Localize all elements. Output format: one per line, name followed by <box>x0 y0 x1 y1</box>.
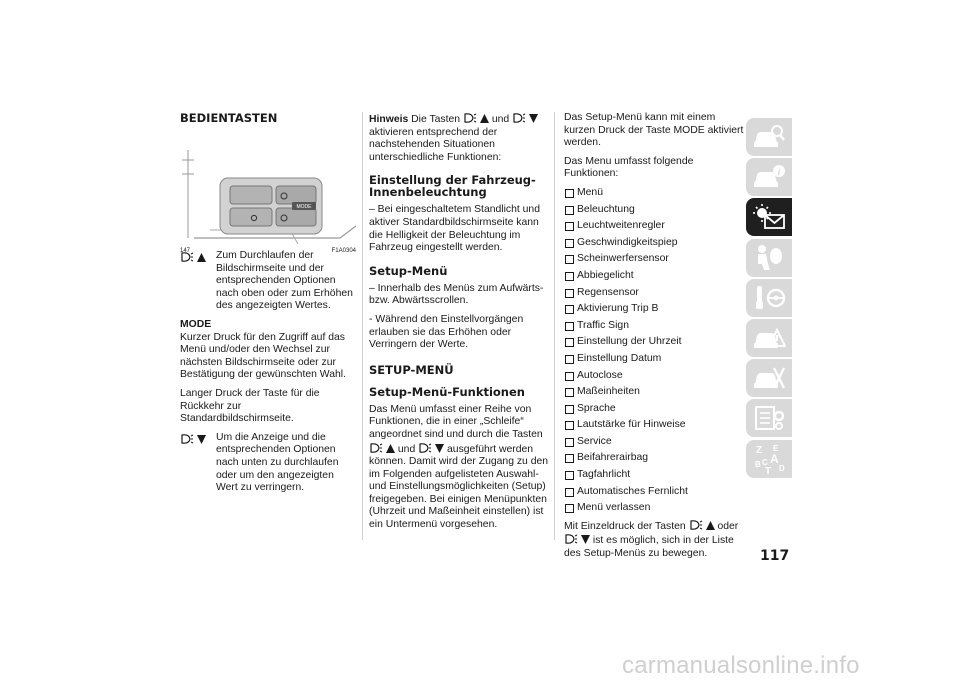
heading-setup-menu-funktionen: Setup-Menü-Funktionen <box>369 384 525 399</box>
setup-list-item-label: Beleuchtung <box>577 203 635 215</box>
svg-text:i: i <box>777 167 781 178</box>
interior-light-icon <box>369 442 383 454</box>
mode-button-label: MODE <box>296 204 312 210</box>
setup-list-item-label: Lautstärke für Hinweise <box>577 419 686 431</box>
arrow-down-icon <box>529 114 538 123</box>
alpha-letter: C <box>762 457 768 467</box>
column-1 <box>180 112 356 501</box>
mode-short-press: Kurzer Druck für den Zugriff auf das Menü und/oder den Wechsel zur nächsten Bildschirmseite oder zur Bestätigung der gewünschten Wahl. <box>180 331 346 381</box>
setup-list-item <box>564 220 746 233</box>
setup-list-item <box>564 502 746 515</box>
setup-intro: Das Setup-Menü kann mit einem kurzen Druck der Taste MODE aktiviert werden. <box>564 112 744 149</box>
setup-list-item-label: Automatisches Fernlicht <box>577 485 688 497</box>
car-warning-icon <box>752 324 786 352</box>
setup-list-item-label: Menü <box>577 186 603 198</box>
setup-list-item-label: Beifahrerairbag <box>577 452 649 464</box>
paragraph-funktionen <box>369 404 549 532</box>
setup-list-item-label: Leuchtweitenregler <box>577 220 665 232</box>
setup-list-item <box>564 370 746 383</box>
funktionen-und: und <box>397 443 416 455</box>
setup-list-item-label: Autoclose <box>577 369 623 381</box>
checkbox-icon <box>565 488 574 497</box>
column-3 <box>564 112 746 567</box>
alpha-letter: A <box>770 451 779 466</box>
chapter-tab-sidebar <box>746 118 792 480</box>
checkbox-icon <box>565 454 574 463</box>
setup-list-item <box>564 237 746 250</box>
checkbox-icon <box>565 355 574 364</box>
up-button-description <box>180 250 356 313</box>
alpha-letter: D <box>779 463 785 473</box>
mode-label: MODE <box>180 318 212 330</box>
alpha-letter: E <box>773 443 779 453</box>
heading-setup-menu: Setup-Menü <box>369 263 448 278</box>
alpha-letter: T <box>765 465 772 475</box>
setup-list-item <box>564 403 746 416</box>
setup-list-item <box>564 204 746 217</box>
checklist-gears-icon <box>752 404 786 432</box>
tab-car-warning[interactable] <box>746 319 792 357</box>
interior-light-icon <box>689 519 703 531</box>
checkbox-icon <box>565 338 574 347</box>
tab-car-search[interactable] <box>746 118 792 156</box>
heading-setup-menu-caps: SETUP-MENÜ <box>369 362 454 377</box>
arrow-down-icon <box>581 535 590 544</box>
checkbox-icon <box>565 405 574 414</box>
figure-number: 147 <box>180 248 191 254</box>
figure-caption <box>180 245 356 258</box>
up-symbol <box>180 250 216 313</box>
person-airbag-icon <box>752 244 786 272</box>
checkbox-icon <box>565 322 574 331</box>
alpha-letter: Z <box>756 444 763 456</box>
checkbox-icon <box>565 289 574 298</box>
setup-list-item <box>564 270 746 283</box>
control-panel-illustration <box>180 130 356 244</box>
setup-function-list <box>564 187 746 515</box>
hinweis-paragraph <box>369 112 549 164</box>
setup-list-item-label: Tagfahrlicht <box>577 469 631 481</box>
setup-list-item-label: Geschwindigkeitspiep <box>577 236 678 248</box>
tab-alphabet-index[interactable] <box>746 440 792 478</box>
hinweis-text-b: aktivieren entsprechend der nachstehenden Situationen unterschiedliche Funktionen: <box>369 126 502 163</box>
final-paragraph <box>564 519 746 561</box>
interior-light-icon <box>564 533 578 545</box>
tab-car-tools[interactable] <box>746 359 792 397</box>
setup-list-item-label: Menü verlassen <box>577 502 651 514</box>
setup-list-item-label: Traffic Sign <box>577 319 629 331</box>
down-desc: Um die Anzeige und die entsprechenden Optionen nach unten zu durchlaufen oder um den angezeigten Wert zu verringern. <box>216 431 339 494</box>
car-search-icon <box>752 123 786 151</box>
car-tools-icon <box>752 364 786 392</box>
setup-list-item <box>564 386 746 399</box>
setup-list-item <box>564 320 746 333</box>
arrow-up-icon <box>706 521 715 530</box>
arrow-up-icon <box>386 444 395 453</box>
interior-light-icon <box>180 433 194 445</box>
checkbox-icon <box>565 471 574 480</box>
setup-list-item <box>564 436 746 449</box>
final-text-a: Mit Einzeldruck der Tasten <box>564 520 686 532</box>
car-info-icon <box>752 163 786 191</box>
funktionen-text-b: ausgeführt werden können. Damit wird der Zugang zu den im Folgenden aufgelisteten Auswahl- und Einstellungsmöglichkeiten (Setup) freigegeben. Bei einigen Menüpunkten (Uhrzeit und Maßeinheit einstellen) ist ein Untermenü vorgesehen. <box>369 443 549 531</box>
interior-light-icon <box>418 442 432 454</box>
setup-list-item-label: Sprache <box>577 402 616 414</box>
column-divider <box>554 112 555 540</box>
checkbox-icon <box>565 438 574 447</box>
setup-list-item <box>564 336 746 349</box>
light-envelope-icon <box>752 203 786 231</box>
setup-list-item <box>564 287 746 300</box>
setup-list-item <box>564 419 746 432</box>
setup-list-item <box>564 303 746 316</box>
down-button-description <box>180 432 356 495</box>
checkbox-icon <box>565 305 574 314</box>
setup-list-item-label: Einstellung der Uhrzeit <box>577 336 682 348</box>
setup-list-item <box>564 187 746 200</box>
page-number: 117 <box>760 548 790 564</box>
checkbox-icon <box>565 206 574 215</box>
setup-list-item-label: Aktivierung Trip B <box>577 303 659 315</box>
section-heading-bedientasten: BEDIENTASTEN <box>180 111 278 125</box>
setup-list-item-label: Abbiegelicht <box>577 269 634 281</box>
checkbox-icon <box>565 272 574 281</box>
tab-person-airbag[interactable] <box>746 239 792 277</box>
arrow-down-icon <box>435 444 444 453</box>
checkbox-icon <box>565 372 574 381</box>
mode-long-press: Langer Druck der Taste für die Rückkehr zur Standardbildschirmseite. <box>180 387 320 425</box>
checkbox-icon <box>565 239 574 248</box>
setup-list-item-label: Service <box>577 435 612 447</box>
final-text-b: ist es möglich, sich in der Liste des Setup-Menüs zu bewegen. <box>564 535 734 560</box>
down-symbol <box>180 432 216 495</box>
up-desc: Zum Durchlaufen der Bildschirmseite und der entsprechenden Optionen nach oben oder zum Erhöhen des angezeigten Wertes. <box>216 250 353 312</box>
tab-car-info[interactable] <box>746 158 792 196</box>
figure-147 <box>180 130 356 254</box>
setup-list-item-label: Regensensor <box>577 286 639 298</box>
setup-list-item <box>564 452 746 465</box>
tab-light-envelope[interactable] <box>746 198 792 236</box>
alphabet-index-icon <box>752 443 786 475</box>
setup-list-item <box>564 486 746 499</box>
hinweis-text-a: Die Tasten <box>411 114 461 125</box>
setup-functions-lead: Das Menu umfasst folgende Funktionen: <box>564 155 694 180</box>
key-steering-icon <box>752 284 786 312</box>
hinweis-label: Hinweis <box>369 114 409 125</box>
arrow-down-icon <box>197 435 206 444</box>
watermark-text: carmanualsonline.info <box>622 652 860 679</box>
heading-fahrzeug-innenbeleuchtung: Einstellung der Fahrzeug-Innenbeleuchtung <box>369 173 536 200</box>
checkbox-icon <box>565 421 574 430</box>
interior-light-icon <box>463 112 477 124</box>
paragraph-setup-2: - Während den Einstellvorgängen erlauben sie das Erhöhen oder Verringern der Werte. <box>369 313 524 351</box>
checkbox-icon <box>565 222 574 231</box>
final-oder: oder <box>717 520 739 532</box>
checkbox-icon <box>565 189 574 198</box>
setup-list-item-label: Maßeinheiten <box>577 386 640 398</box>
checkbox-icon <box>565 388 574 397</box>
setup-list-item <box>564 353 746 366</box>
funktionen-text-a: Das Menü umfasst einer Reihe von Funktionen, die in einer „Schleife“ angeordnet sind und durch die Tasten <box>369 403 543 440</box>
column-2 <box>369 112 549 538</box>
interior-light-icon <box>512 112 526 124</box>
paragraph-fahrzeug: – Bei eingeschaltetem Standlicht und aktiver Standardbildschirmseite kann die Helligkeit der Beleuchtung im Fahrzeug eingestellt werden. <box>369 204 540 254</box>
setup-list-item-label: Scheinwerfersensor <box>577 253 669 265</box>
setup-list-item <box>564 469 746 482</box>
column-divider <box>362 112 363 540</box>
hinweis-und: und <box>491 114 510 125</box>
setup-list-item-label: Einstellung Datum <box>577 352 662 364</box>
tab-key-steering[interactable] <box>746 279 792 317</box>
arrow-up-icon <box>480 114 489 123</box>
figure-code: F1A0304 <box>331 248 356 254</box>
setup-list-item <box>564 253 746 266</box>
checkbox-icon <box>565 504 574 513</box>
paragraph-setup-1: – Innerhalb des Menüs zum Aufwärts- bzw. Abwärtsscrollen. <box>369 282 544 307</box>
alpha-letter: B <box>755 459 761 469</box>
tab-checklist-gears[interactable] <box>746 399 792 437</box>
checkbox-icon <box>565 255 574 264</box>
